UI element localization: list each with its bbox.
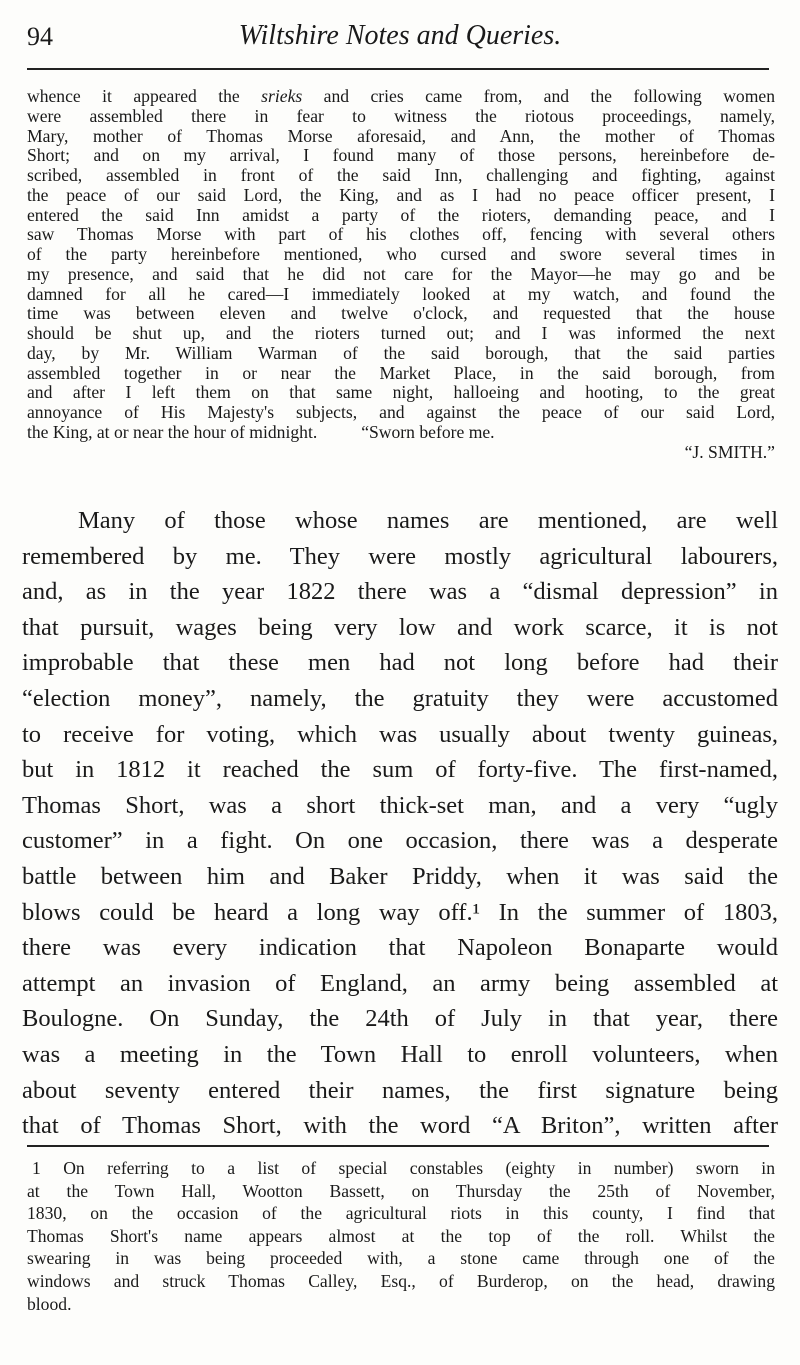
text-line: was a meeting in the Town Hall to enroll volunteers, when bbox=[22, 1040, 778, 1068]
footnote-line: 1 On referring to a list of special constables (eighty in number) sworn in bbox=[32, 1158, 775, 1178]
text-line: of the party hereinbefore mentioned, who cursed and swore several times in bbox=[27, 245, 775, 264]
text-line: should be shut up, and the rioters turned out; and I was informed the next bbox=[27, 324, 775, 343]
text-line: the peace of our said Lord, the King, and as I had no peace officer present, I bbox=[27, 185, 775, 205]
text-line: remembered by me. They were mostly agricultural labourers, bbox=[22, 542, 778, 570]
footnote-line: Thomas Short's name appears almost at the top of the roll. Whilst the bbox=[27, 1225, 775, 1246]
footnote-line: swearing in was being proceeded with, a stone came through one of the bbox=[27, 1248, 775, 1269]
text-line: and, as in the year 1822 there was a “dismal depression” in bbox=[22, 578, 778, 606]
page-number: 94 bbox=[27, 22, 53, 51]
text-line: were assembled there in fear to witness the riotous proceedings, namely, bbox=[27, 106, 775, 126]
text-line: but in 1812 it reached the sum of forty-five. The first-named, bbox=[22, 756, 778, 784]
text-line: entered the said Inn amidst a party of the rioters, demanding peace, and I bbox=[27, 205, 775, 225]
text-line: the King, at or near the hour of midnight. “Sworn before me. bbox=[27, 422, 495, 442]
text-line: customer” in a fight. On one occasion, there was a desperate bbox=[22, 827, 778, 855]
footnote-line: windows and struck Thomas Calley, Esq., of Burderop, on the head, drawing bbox=[27, 1270, 775, 1291]
text-line: blows could be heard a long way off.¹ In the summer of 1803, bbox=[22, 898, 778, 926]
text-line: Mary, mother of Thomas Morse aforesaid, and Ann, the mother of Thomas bbox=[27, 126, 775, 146]
text-line: about seventy entered their names, the first signature being bbox=[22, 1076, 778, 1104]
text-line: damned for all he cared—I immediately looked at my watch, and found the bbox=[27, 284, 775, 304]
running-title: Wiltshire Notes and Queries. bbox=[238, 20, 562, 51]
text-line: saw Thomas Morse with part of his clothes off, fencing with several others bbox=[27, 225, 775, 245]
text-line: assembled together in or near the Market Place, in the said borough, from bbox=[27, 363, 775, 383]
body-text bbox=[22, 503, 778, 1144]
text-line: Many of those whose names are mentioned, are well bbox=[78, 507, 778, 534]
text-line: Short; and on my arrival, I found many of those persons, hereinbefore de- bbox=[27, 146, 775, 166]
text-line: time was between eleven and twelve o'clock, and requested that the house bbox=[27, 304, 775, 324]
text-line: that of Thomas Short, with the word “A Briton”, written after bbox=[22, 1112, 778, 1140]
text-line: improbable that these men had not long before had their bbox=[22, 649, 778, 677]
footnote-line: 1830, on the occasion of the agricultural riots in this county, I find that bbox=[27, 1203, 775, 1224]
text-line: “election money”, namely, the gratuity they were accustomed bbox=[22, 684, 778, 712]
text-line: and after I left them on that same night, halloeing and hooting, to the great bbox=[27, 383, 775, 403]
text-line: that pursuit, wages being very low and work scarce, it is not bbox=[22, 613, 778, 641]
text-line: day, by Mr. William Warman of the said borough, that the said parties bbox=[27, 343, 775, 363]
footnote-line: blood. bbox=[27, 1293, 72, 1314]
text-line: there was every indication that Napoleon Bonaparte would bbox=[22, 934, 778, 962]
deposition-quote bbox=[27, 87, 775, 462]
text-line: attempt an invasion of England, an army being assembled at bbox=[22, 969, 778, 997]
footnote-line: at the Town Hall, Wootton Bassett, on Thursday the 25th of November, bbox=[27, 1180, 775, 1201]
text-line: battle between him and Baker Priddy, when it was said the bbox=[22, 862, 778, 890]
footnote-rule bbox=[27, 1145, 769, 1147]
text-line: scribed, assembled in front of the said Inn, challenging and fighting, against bbox=[27, 166, 775, 185]
header-rule bbox=[27, 68, 769, 70]
footnote bbox=[27, 1157, 775, 1315]
signature: “J. SMITH.” bbox=[684, 442, 775, 462]
text-line: my presence, and said that he did not care for the Mayor—he may go and be bbox=[27, 264, 775, 284]
text-line: Thomas Short, was a short thick-set man, and a very “ugly bbox=[22, 791, 778, 819]
text-line: whence it appeared the srieks and cries came from, and the following women bbox=[27, 87, 775, 106]
text-line: annoyance of His Majesty's subjects, and against the peace of our said Lord, bbox=[27, 403, 775, 422]
text-line: to receive for voting, which was usually about twenty guineas, bbox=[22, 720, 778, 748]
text-line: Boulogne. On Sunday, the 24th of July in that year, there bbox=[22, 1005, 778, 1033]
